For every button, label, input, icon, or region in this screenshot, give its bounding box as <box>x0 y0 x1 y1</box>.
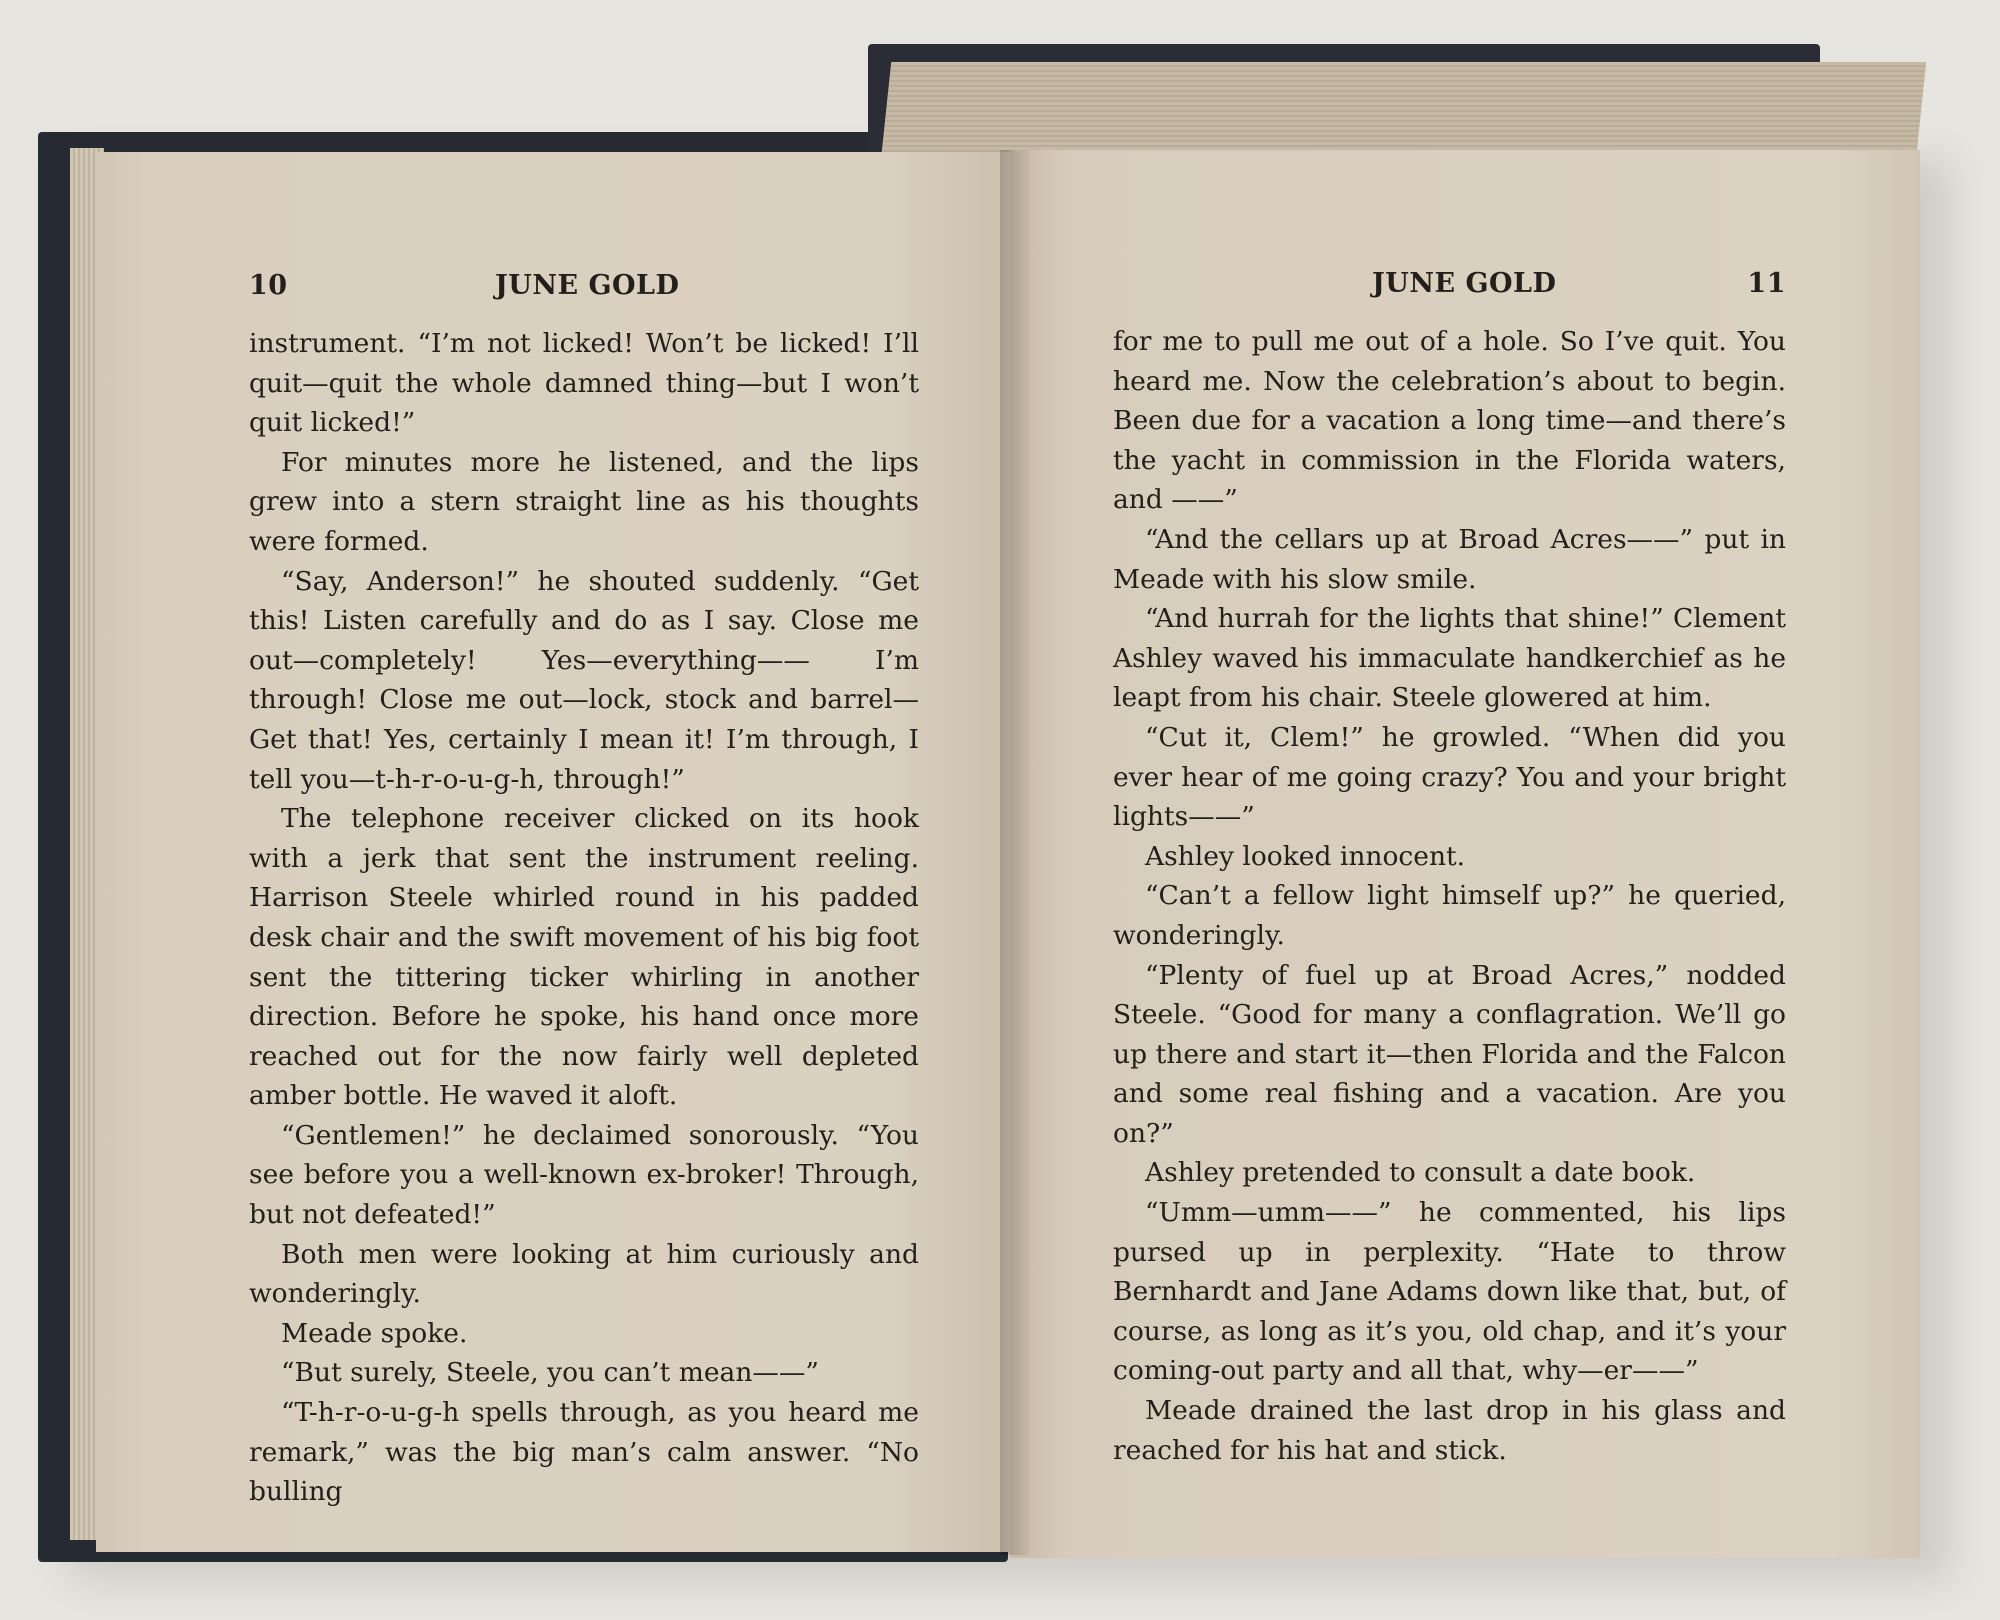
paragraph: “And the cellars up at Broad Acres——” put in Meade with his slow smile. <box>1113 523 1786 595</box>
paragraph: “But surely, Steele, you can’t mean——” <box>281 1357 819 1389</box>
paragraph: The telephone receiver clicked on its hook with a jerk that sent the instrument reeling. Harrison Steele whirled round in his padded desk chair and the swift movement of his big foot sent the tittering ticker whirling in another direction. Before he spoke, his hand once more reached out for the now fairly well depleted amber bottle. He waved it aloft. <box>249 803 919 1112</box>
paragraph: instrument. “I’m not licked! Won’t be licked! I’ll quit—quit the whole damned thing—but I won’t quit licked!” <box>249 328 919 439</box>
book-gutter <box>1000 150 1030 1555</box>
paragraph: Both men were looking at him curiously and wonderingly. <box>249 1238 919 1310</box>
right-page <box>1010 150 1920 1558</box>
paragraph: “Cut it, Clem!” he growled. “When did you ever hear of me going crazy? You and your bright lights——” <box>1113 721 1786 833</box>
paragraph: “Say, Anderson!” he shouted suddenly. “Get this! Listen carefully and do as I say. Close me out—completely! Yes—everything—— I’m through! Close me out—lock, stock and barrel—Get that! Yes, certainly I mean it! I’m through, I tell you—t-h-r-o-u-g-h, through!” <box>249 565 919 795</box>
paragraph: Meade drained the last drop in his glass and reached for his hat and stick. <box>1113 1395 1786 1466</box>
left-running-head <box>249 270 919 310</box>
paragraph: for me to pull me out of a hole. So I’ve quit. You heard me. Now the celebration’s about to begin. Been due for a vacation a long time—and there’s the yacht in commission in the Florida waters, and ——” <box>1113 326 1786 516</box>
right-page-number: 11 <box>1747 268 1786 299</box>
paragraph: Meade spoke. <box>281 1317 468 1349</box>
left-running-title: JUNE GOLD <box>495 270 680 301</box>
paragraph: Ashley pretended to consult a date book. <box>1145 1157 1696 1189</box>
paragraph: “Can’t a fellow light himself up?” he queried, wonderingly. <box>1113 880 1786 951</box>
paragraph: “And hurrah for the lights that shine!” Clement Ashley waved his immaculate handkerchief as he leapt from his chair. Steele glowered at him. <box>1113 603 1786 714</box>
paragraph: “Plenty of fuel up at Broad Acres,” nodded Steele. “Good for many a conflagration. We’ll go up there and start it—then Florida and the Falcon and some real fishing and a vacation. Are you on?” <box>1113 959 1786 1149</box>
left-page-number: 10 <box>249 270 288 301</box>
right-page-text <box>1113 322 1786 1470</box>
paragraph: “Umm—umm——” he commented, his lips pursed up in perplexity. “Hate to throw Bernhardt and Jane Adams down like that, but, of course, as long as it’s you, old chap, and it’s your coming-out party and all that, why—er——” <box>1113 1197 1786 1387</box>
paragraph: “T-h-r-o-u-g-h spells through, as you heard me remark,” was the big man’s calm answer. “No bulling <box>249 1397 919 1508</box>
paragraph: “Gentlemen!” he declaimed sonorously. “You see before you a well-known ex-broker! Through, but not defeated!” <box>249 1119 919 1231</box>
left-page-text <box>249 324 919 1512</box>
right-running-title: JUNE GOLD <box>1372 268 1557 299</box>
paragraph: For minutes more he listened, and the lips grew into a stern straight line as his thoughts were formed. <box>249 446 919 557</box>
paragraph: Ashley looked innocent. <box>1145 840 1466 872</box>
right-running-head <box>1112 268 1786 308</box>
left-page <box>96 152 1016 1552</box>
